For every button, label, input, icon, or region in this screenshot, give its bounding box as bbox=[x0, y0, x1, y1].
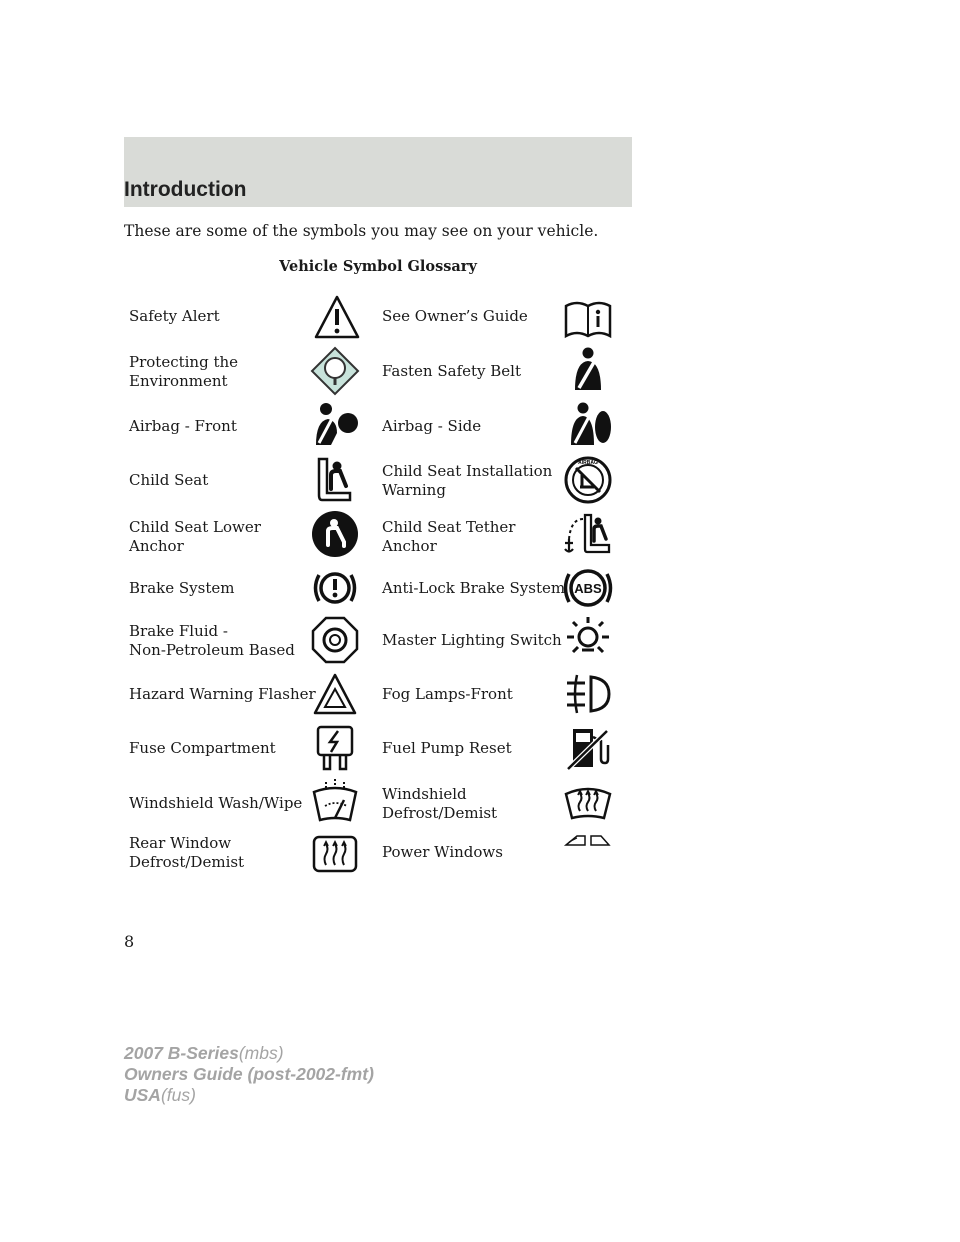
symbol-label-rear-window-defrost: Rear Window Defrost/Demist bbox=[129, 834, 245, 871]
airbag-side-icon bbox=[563, 401, 613, 451]
child-seat-icon bbox=[310, 455, 360, 505]
symbol-label-child-seat-lower-anchor: Child Seat Lower Anchor bbox=[129, 518, 261, 555]
symbol-label-fuse-compartment: Fuse Compartment bbox=[129, 739, 276, 757]
footer-line: 2007 B-Series(mbs) bbox=[124, 1043, 284, 1063]
symbol-label-brake-system: Brake System bbox=[129, 579, 235, 597]
power-windows-icon bbox=[563, 829, 613, 879]
seat-belt-icon bbox=[563, 346, 613, 396]
master-lighting-switch-icon bbox=[563, 615, 613, 665]
warning-triangle-icon bbox=[312, 292, 362, 342]
svg-text:ABS: ABS bbox=[574, 581, 602, 596]
rear-window-defrost-icon bbox=[310, 829, 360, 879]
environment-tree-icon bbox=[310, 346, 360, 396]
symbol-label-airbag-front: Airbag - Front bbox=[129, 417, 237, 435]
symbol-label-safety-belt: Fasten Safety Belt bbox=[382, 362, 522, 380]
symbol-label-abs: Anti-Lock Brake System bbox=[382, 579, 566, 597]
footer-line: USA(fus) bbox=[124, 1085, 196, 1105]
windshield-wash-wipe-icon bbox=[310, 778, 360, 828]
page-number: 8 bbox=[124, 932, 135, 951]
fuse-icon bbox=[310, 723, 360, 773]
symbol-label-environment: Protecting the Environment bbox=[129, 353, 239, 390]
airbag-front-icon bbox=[311, 401, 361, 451]
brake-system-icon bbox=[310, 563, 360, 613]
symbol-label-master-lighting-switch: Master Lighting Switch bbox=[382, 631, 562, 649]
symbol-label-fuel-pump-reset: Fuel Pump Reset bbox=[382, 739, 512, 757]
symbol-label-safety-alert: Safety Alert bbox=[129, 307, 220, 325]
fuel-pump-reset-icon bbox=[563, 723, 613, 773]
child-seat-lower-anchor-icon bbox=[310, 509, 360, 559]
footer-line: Owners Guide (post-2002-fmt) bbox=[124, 1064, 374, 1084]
symbol-label-windshield-wash-wipe: Windshield Wash/Wipe bbox=[129, 794, 303, 812]
symbol-label-airbag-side: Airbag - Side bbox=[382, 417, 482, 435]
hazard-triangle-icon bbox=[310, 669, 360, 719]
brake-fluid-octagon-icon bbox=[310, 615, 360, 665]
symbol-label-hazard-warning-flasher: Hazard Warning Flasher bbox=[129, 685, 316, 703]
fog-lamp-icon bbox=[563, 669, 613, 719]
windshield-defrost-icon bbox=[563, 778, 613, 828]
symbol-label-fog-lamps-front: Fog Lamps-Front bbox=[382, 685, 513, 703]
symbol-label-power-windows: Power Windows bbox=[382, 843, 503, 861]
owners-guide-book-icon bbox=[563, 292, 613, 342]
document-footer bbox=[124, 1043, 374, 1106]
symbol-label-child-seat: Child Seat bbox=[129, 471, 209, 489]
child-seat-installation-warning-icon bbox=[563, 455, 613, 505]
abs-icon bbox=[563, 563, 613, 613]
symbol-label-child-seat-tether-anchor: Child Seat Tether Anchor bbox=[382, 518, 516, 555]
symbol-label-windshield-defrost: Windshield Defrost/Demist bbox=[382, 785, 498, 822]
section-title: Introduction bbox=[124, 178, 247, 201]
symbol-label-owners-guide: See Owner’s Guide bbox=[382, 307, 528, 325]
glossary-title: Vehicle Symbol Glossary bbox=[279, 258, 477, 275]
intro-text: These are some of the symbols you may see on your vehicle. bbox=[124, 222, 599, 240]
symbol-label-child-seat-installation-warning: Child Seat Installation Warning bbox=[382, 462, 553, 499]
symbol-label-brake-fluid: Brake Fluid - Non-Petroleum Based bbox=[129, 622, 295, 659]
svg-text:AIRBAG: AIRBAG bbox=[578, 460, 598, 466]
child-seat-tether-anchor-icon bbox=[563, 509, 613, 559]
